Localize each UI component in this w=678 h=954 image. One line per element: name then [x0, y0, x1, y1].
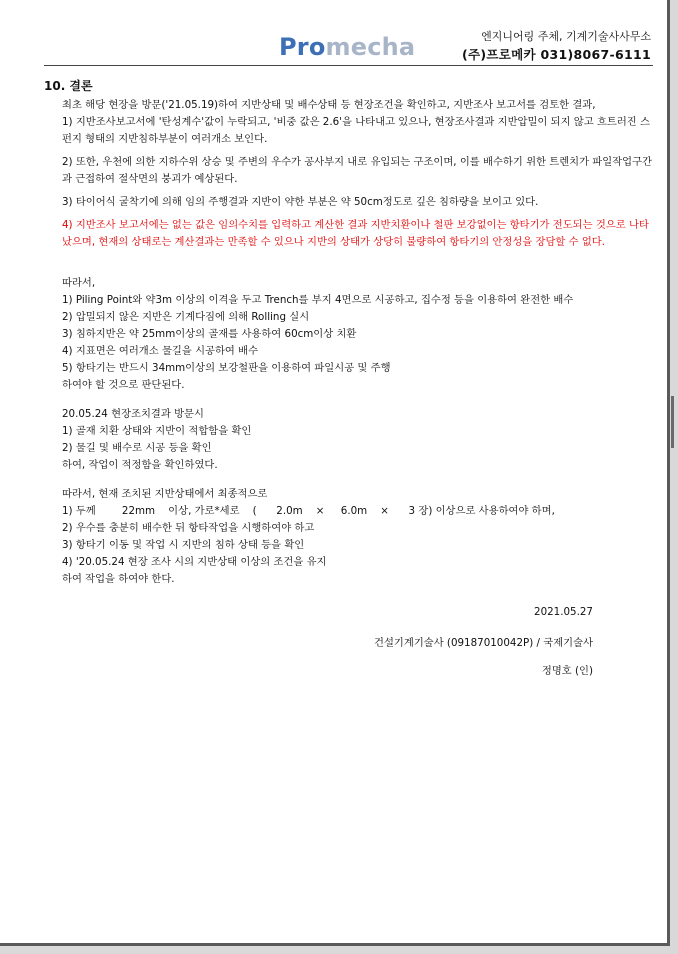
visit-item: 2) 물길 및 배수로 시공 등을 확인: [62, 442, 212, 454]
visit-item: 1) 골재 치환 상태와 지반이 적합함을 확인: [62, 425, 252, 437]
measures-block: [44, 275, 654, 394]
conclusion-section: [44, 78, 654, 588]
finding-3: 3) 타이어식 굴착기에 의해 임의 주행결과 지반이 약한 부분은 약 50cm정도로 깊은 침하량을 보이고 있다.: [62, 196, 539, 208]
header-divider: [44, 65, 653, 66]
measure-item: 3) 침하지반은 약 25mm이상의 골재를 사용하여 60cm이상 치환: [62, 328, 357, 340]
section-title: 10. 결론: [44, 79, 93, 93]
finding-4-warning: 4) 지반조사 보고서에는 없는 값은 임의수치를 입력하고 계산한 결과 지반치환이나 철판 보강없이는 항타기가 전도되는 것으로 나타났으며, 현재의 상태로는 계산결과는 만족할 수 있으나 지반의 상태가 상당히 불량하여 항타기의 안정성을 장담할 수 없다.: [62, 219, 649, 248]
signature-name: 정명호 (인): [541, 665, 593, 677]
finding-2: 2) 또한, 우천에 의한 지하수위 상승 및 주변의 우수가 공사부지 내로 유입되는 구조이며, 이를 배수하기 위한 트렌치가 파일작업구간과 근접하여 절삭면의 붕괴가 예상된다.: [62, 156, 652, 185]
final-item: 2) 우수를 충분히 배수한 뒤 항타작업을 시행하여야 하고: [62, 522, 315, 534]
measure-item: 2) 압밀되지 않은 지반은 기계다짐에 의해 Rolling 실시: [62, 311, 310, 323]
measures-lead: 따라서,: [62, 277, 96, 289]
measure-item: 1) Piling Point와 약3m 이상의 이격을 두고 Trench를 부지 4면으로 시공하고, 집수정 등을 이용하여 완전한 배수: [62, 294, 574, 306]
promecha-logo: [279, 33, 415, 61]
visit-tail: 하여, 작업이 적정함을 확인하였다.: [62, 459, 218, 471]
visit-title: 20.05.24 현장조치결과 방문시: [62, 408, 204, 420]
finding-1: 1) 지반조사보고서에 '탄성계수'값이 누락되고, '비중 값은 2.6'을 나타내고 있으나, 현장조사결과 지반압밀이 되지 않고 흐트러진 스펀지 형태의 지반침하부분이 여러개소 보인다.: [62, 116, 650, 145]
final-item: 1) 두께 22mm 이상, 가로*세로 ( 2.0m × 6.0m × 3 장) 이상으로 사용하여야 하며,: [62, 505, 555, 517]
measures-tail: 하여야 할 것으로 판단된다.: [62, 379, 185, 391]
measure-item: 4) 지표면은 여러개소 물길을 시공하여 배수: [62, 345, 259, 357]
signature-credential: 건설기계기술사 (09187010042P) / 국제기술사: [374, 637, 593, 649]
header-company-phone: (주)프로메카 031)8067-6111: [461, 47, 651, 62]
header-contact: [462, 28, 651, 64]
signature-date: 2021.05.27: [534, 606, 593, 618]
final-lead: 따라서, 현재 조치된 지반상태에서 최종적으로: [62, 488, 268, 500]
final-block: [44, 486, 654, 588]
final-item: 3) 항타기 이동 및 작업 시 지반의 침하 상태 등을 확인: [62, 539, 305, 551]
intro-paragraph: 최초 해당 현장을 방문('21.05.19)하여 지반상태 및 배수상태 등 현장조건을 확인하고, 지반조사 보고서를 검토한 결과,: [62, 99, 596, 111]
final-item: 4) '20.05.24 현장 조사 시의 지반상태 이상의 조건을 유지: [62, 556, 327, 568]
header-tagline: 엔지니어링 주체, 기계기술사사무소: [481, 30, 651, 43]
final-tail: 하여 작업을 하여야 한다.: [62, 573, 175, 585]
measure-item: 5) 항타기는 반드시 34mm이상의 보강철판을 이용하여 파일시공 및 주행: [62, 362, 391, 374]
logo-pro-text: Pro: [279, 33, 326, 61]
logo-mecha-text: mecha: [325, 33, 416, 61]
visit-block: [44, 406, 654, 474]
scrollbar-thumb[interactable]: [671, 396, 674, 448]
